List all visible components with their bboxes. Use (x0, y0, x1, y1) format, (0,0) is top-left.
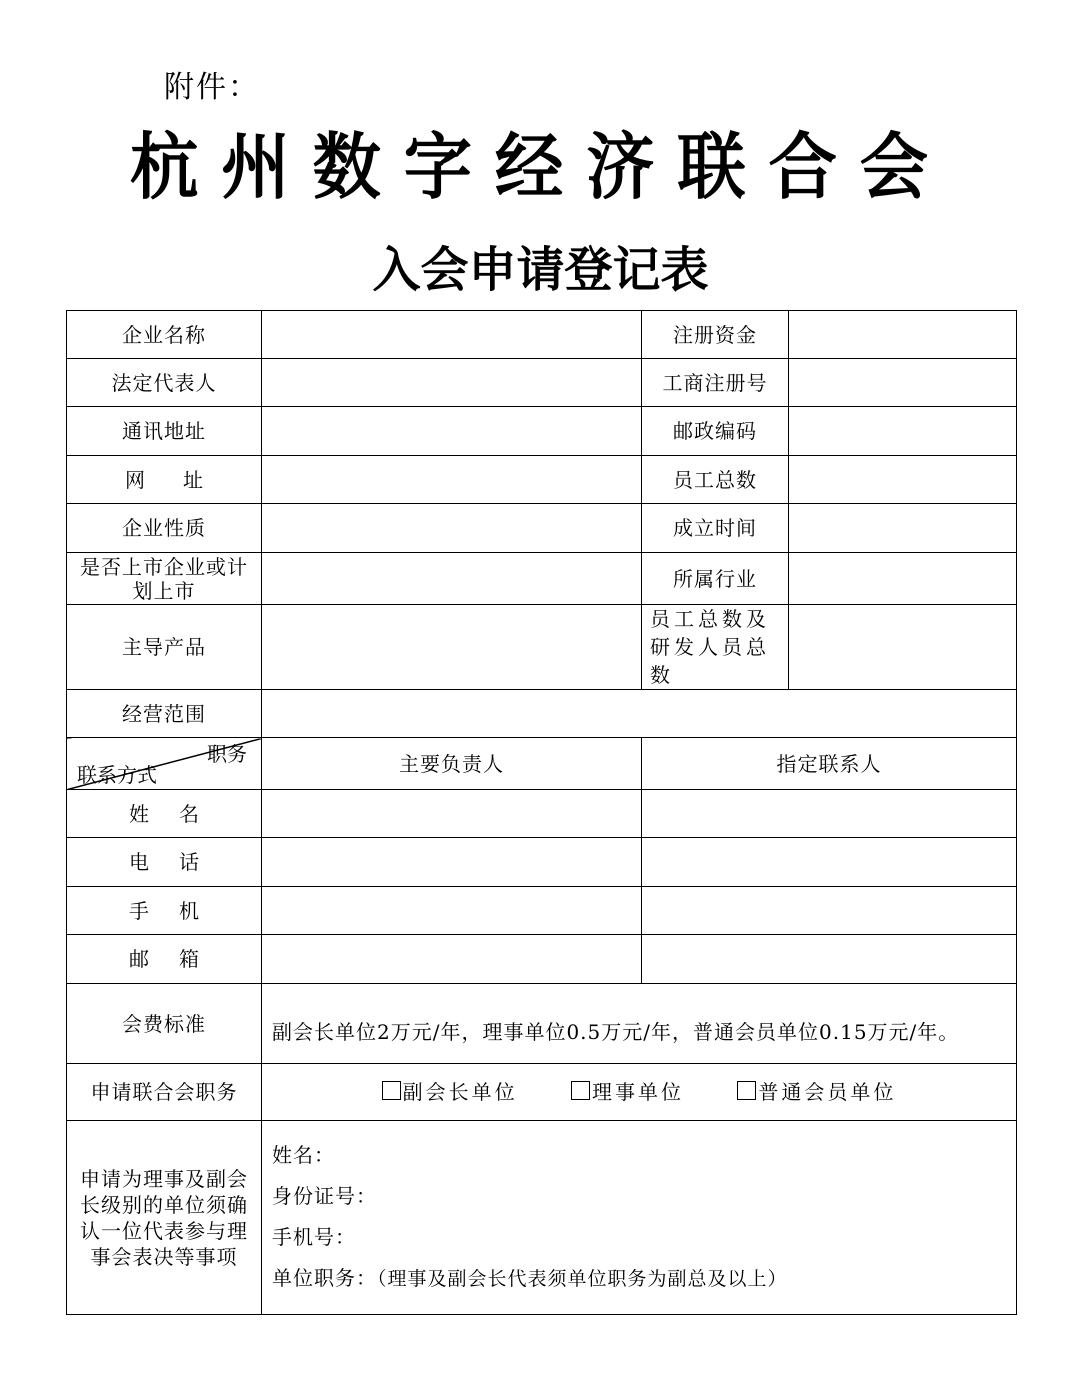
principal-email-field[interactable] (262, 935, 642, 984)
vice-president-option[interactable] (382, 1080, 518, 1104)
total-staff-field[interactable] (789, 456, 1017, 504)
founded-label: 成立时间 (642, 504, 789, 553)
table-row (67, 984, 1017, 1064)
listed-label: 是否上市企业或计划上市 (67, 553, 262, 605)
principal-phone-field[interactable] (262, 838, 642, 887)
organization-title: 杭州数字经济联合会 (130, 124, 951, 209)
contact-name-field[interactable] (642, 790, 1017, 838)
table-row (67, 456, 1017, 504)
table-row (67, 738, 1017, 790)
company-name-label: 企业名称 (67, 311, 262, 359)
rep-name-line: 姓名： (272, 1143, 335, 1167)
contact-email-field[interactable] (642, 935, 1017, 984)
industry-label: 所属行业 (642, 553, 789, 605)
checkbox-icon[interactable] (382, 1081, 401, 1100)
listed-field[interactable] (262, 553, 642, 605)
website-field[interactable] (262, 456, 642, 504)
rep-title-label: 单位职务： (272, 1266, 377, 1290)
company-name-field[interactable] (262, 311, 642, 359)
vice-president-option-label: 副会长单位 (402, 1080, 518, 1104)
regular-member-option[interactable] (737, 1080, 896, 1104)
business-scope-label: 经营范围 (67, 690, 262, 738)
principal-header: 主要负责人 (262, 738, 642, 790)
principal-mobile-field[interactable] (262, 887, 642, 935)
attachment-label: 附件： (164, 70, 260, 105)
table-row (67, 1064, 1017, 1121)
checkbox-icon[interactable] (737, 1081, 756, 1100)
contact-email-label: 邮箱 (67, 935, 262, 984)
contact-phone-label: 电话 (67, 838, 262, 887)
founded-field[interactable] (789, 504, 1017, 553)
table-row (67, 1121, 1017, 1315)
biz-reg-no-field[interactable] (789, 359, 1017, 407)
table-row (67, 935, 1017, 984)
website-label: 网址 (67, 456, 262, 504)
nature-field[interactable] (262, 504, 642, 553)
biz-reg-no-label: 工商注册号 (642, 359, 789, 407)
representative-details[interactable] (262, 1121, 1017, 1315)
table-row (67, 690, 1017, 738)
regular-member-option-label: 普通会员单位 (758, 1080, 897, 1104)
industry-field[interactable] (789, 553, 1017, 605)
total-staff-label: 员工总数 (642, 456, 789, 504)
postal-code-field[interactable] (789, 407, 1017, 456)
position-options (262, 1064, 1017, 1121)
designated-contact-header: 指定联系人 (642, 738, 1017, 790)
registered-capital-label: 注册资金 (642, 311, 789, 359)
rep-id-line: 身份证号： (272, 1184, 377, 1208)
duty-label: 职务 (207, 742, 247, 766)
principal-name-field[interactable] (262, 790, 642, 838)
representative-label: 申请为理事及副会长级别的单位须确认一位代表参与理事会表决等事项 (67, 1121, 262, 1315)
address-label: 通讯地址 (67, 407, 262, 456)
table-row (67, 359, 1017, 407)
staff-rd-field[interactable] (789, 605, 1017, 690)
main-product-field[interactable] (262, 605, 642, 690)
table-row (67, 887, 1017, 935)
director-option-label: 理事单位 (592, 1080, 684, 1104)
application-form (66, 310, 1017, 1315)
table-row (67, 407, 1017, 456)
main-product-label: 主导产品 (67, 605, 262, 690)
postal-code-label: 邮政编码 (642, 407, 789, 456)
nature-label: 企业性质 (67, 504, 262, 553)
table-row (67, 605, 1017, 690)
table-row (67, 311, 1017, 359)
contact-phone-field[interactable] (642, 838, 1017, 887)
contact-mobile-label: 手机 (67, 887, 262, 935)
legal-rep-label: 法定代表人 (67, 359, 262, 407)
address-field[interactable] (262, 407, 642, 456)
fee-text: 副会长单位2万元/年，理事单位0.5万元/年，普通会员单位0.15万元/年。 (262, 984, 1017, 1064)
director-option[interactable] (571, 1080, 684, 1104)
table-row (67, 838, 1017, 887)
position-label: 申请联合会职务 (67, 1064, 262, 1121)
rep-mobile-line: 手机号： (272, 1225, 356, 1249)
legal-rep-field[interactable] (262, 359, 642, 407)
contact-name-label: 姓名 (67, 790, 262, 838)
registered-capital-field[interactable] (789, 311, 1017, 359)
rep-title-note: （理事及副会长代表须单位职务为副总及以上） (377, 1268, 788, 1290)
contact-method-label: 联系方式 (77, 763, 157, 787)
table-row (67, 553, 1017, 605)
checkbox-icon[interactable] (571, 1081, 590, 1100)
form-title: 入会申请登记表 (372, 242, 709, 298)
fee-label: 会费标准 (67, 984, 262, 1064)
table-row (67, 504, 1017, 553)
table-row (67, 790, 1017, 838)
staff-rd-label: 员工总数及研发人员总数 (642, 605, 789, 690)
diagonal-header-cell (67, 738, 262, 790)
business-scope-field[interactable] (262, 690, 1017, 738)
rep-title-line (272, 1258, 1006, 1300)
contact-mobile-field[interactable] (642, 887, 1017, 935)
